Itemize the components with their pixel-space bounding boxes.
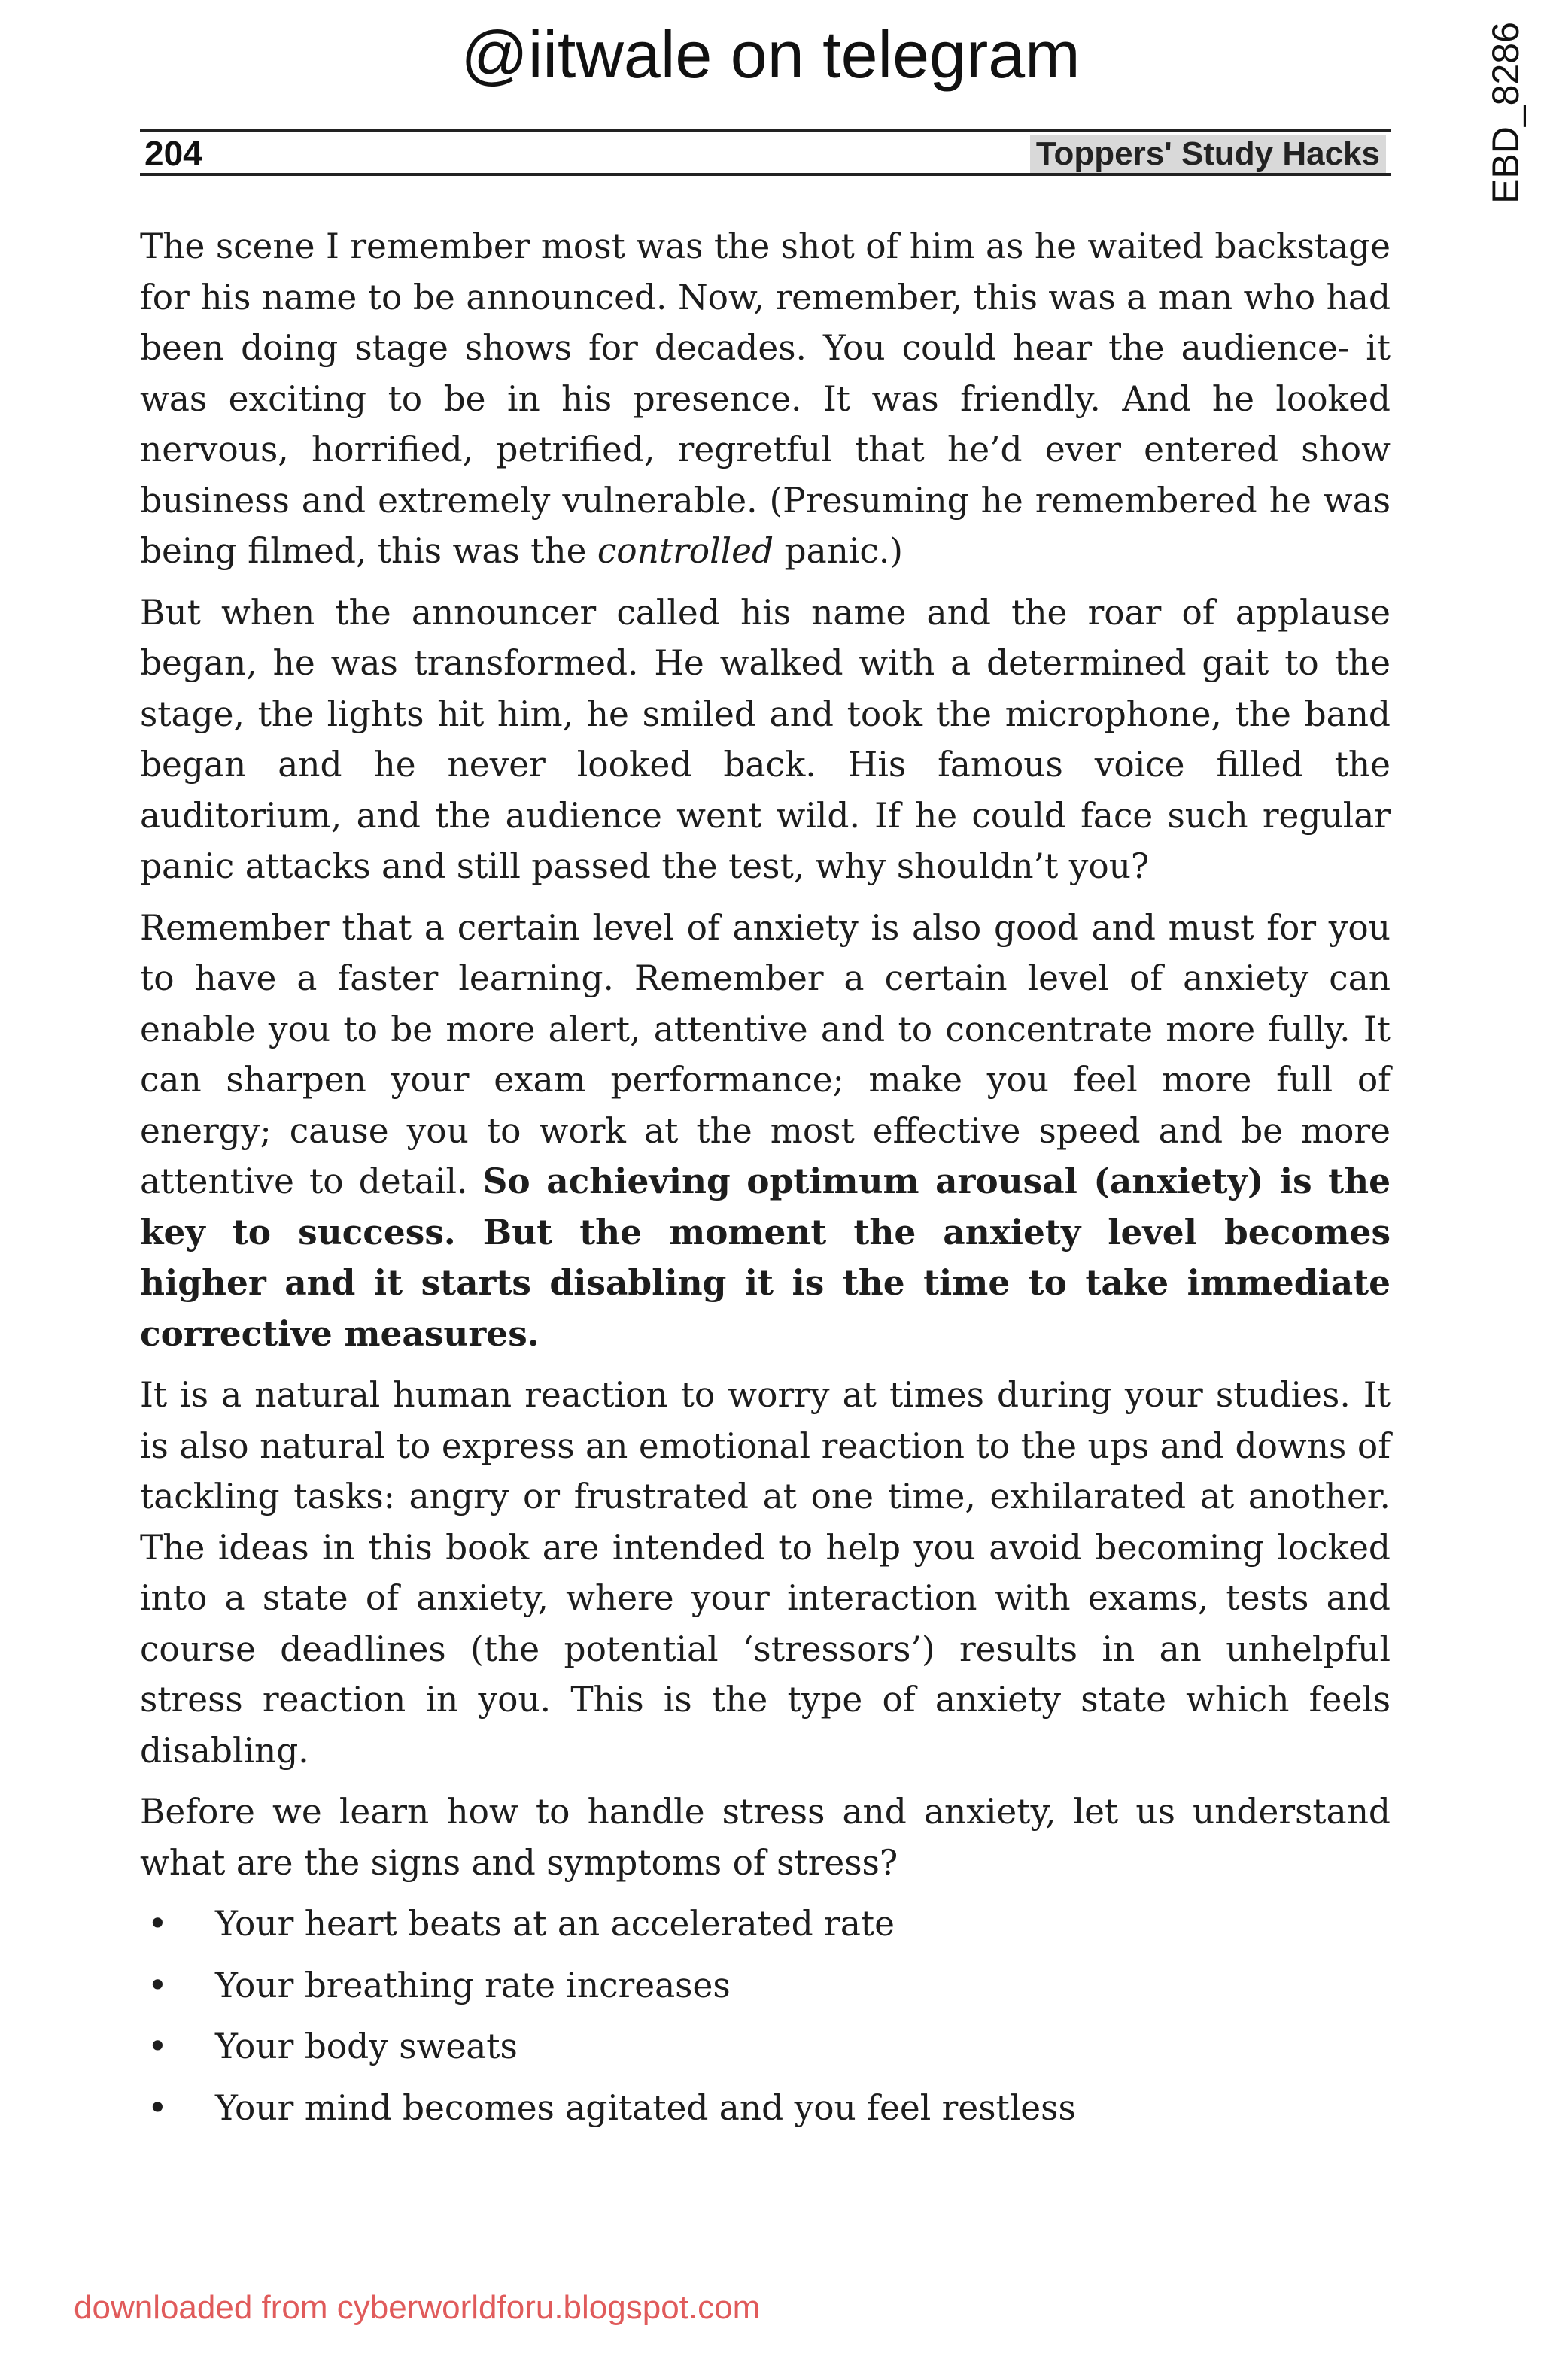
paragraph-5: Before we learn how to handle stress and anxiety, let us understand what are the signs and symptoms of stress?	[140, 1792, 1391, 1883]
paragraph-3	[140, 903, 1391, 1360]
symptom-list	[140, 1899, 1391, 2133]
side-code-text: EBD_8286	[1485, 22, 1527, 204]
bullet-icon: •	[147, 1965, 168, 2005]
list-item-text: Your heart beats at an accelerated rate	[215, 1904, 895, 1944]
paragraph-1	[140, 221, 1391, 577]
book-title: Toppers' Study Hacks	[1030, 135, 1386, 173]
list-item-text: Your breathing rate increases	[215, 1965, 731, 2005]
bullet-icon: •	[147, 1904, 168, 1944]
paragraph-1-text: The scene I remember most was the shot of him as he waited backstage for his name to be announced. Now, remember, this was a man who had been doing stage shows for decades. You could hear the audience- it was exciting to be in his presence. It was friendly. And he looked nervous, horrified, petrified, regretful that he’d ever entered show business and extremely vulnerable. (Presuming he remembered he was being filmed, this was the	[140, 226, 1391, 571]
side-code-label	[1481, 0, 1530, 226]
page-header	[140, 129, 1391, 176]
page-number: 204	[144, 134, 202, 173]
bullet-icon: •	[147, 2026, 168, 2066]
list-item-text: Your body sweats	[215, 2026, 518, 2066]
paragraph-3-text: Remember that a certain level of anxiety is also good and must for you to have a faster learning. Remember a certain level of anxiety can enable you to be more alert, attentive and to concentrate more fully. It can sharpen your exam performance; make you feel more full of energy; cause you to work at the most effective speed and be more attentive to detail.	[140, 907, 1391, 1201]
paragraph-1-emphasis: controlled	[597, 531, 774, 571]
paragraph-4: It is a natural human reaction to worry at times during your studies. It is also natural to express an emotional reaction to the ups and downs of tackling tasks: angry or frustrated at one time, exhilarated at another. The ideas in this book are intended to help you avoid becoming locked into a state of anxiety, where your interaction with exams, tests and course deadlines (the potential ‘stressors’) results in an unhelpful stress reaction in you. This is the type of anxiety state which feels disabling.	[140, 1375, 1391, 1771]
paragraph-3-bold: So achieving optimum arousal (anxiety) is the key to success. But the moment the anxiety level becomes higher and it starts disabling it is the time to take immediate corrective measures.	[140, 1161, 1391, 1354]
page-body	[140, 221, 1391, 2144]
list-item	[140, 1960, 1391, 2011]
list-item	[140, 2021, 1391, 2072]
bullet-icon: •	[147, 2087, 168, 2128]
paragraph-1-end: panic.)	[774, 531, 903, 571]
download-watermark: downloaded from cyberworldforu.blogspot.com	[74, 2289, 761, 2326]
telegram-watermark: @iitwale on telegram	[460, 17, 1081, 92]
paragraph-2: But when the announcer called his name and the roar of applause began, he was transformed. He walked with a determined gait to the stage, the lights hit him, he smiled and took the microphone, the band began and he never looked back. His famous voice filled the auditorium, and the audience went wild. If he could face such regular panic attacks and still passed the test, why shouldn’t you?	[140, 592, 1391, 886]
list-item	[140, 1899, 1391, 1950]
list-item	[140, 2083, 1391, 2134]
list-item-text: Your mind becomes agitated and you feel restless	[215, 2087, 1076, 2128]
